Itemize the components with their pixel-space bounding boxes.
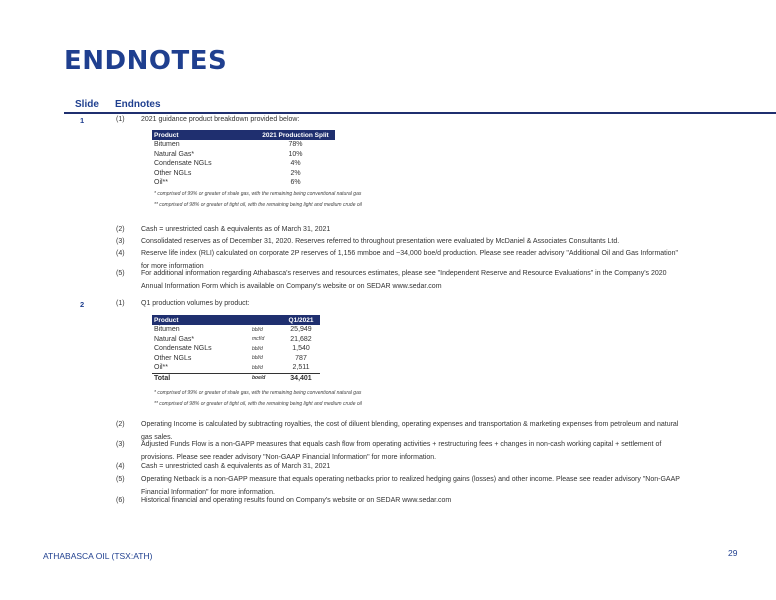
table-cell: Natural Gas*: [154, 150, 195, 158]
note-text: Operating Income is calculated by subtracting royalties, the cost of diluent blending, operating expenses and transportation & marketing expenses from petroleum and natural gas sales.: [141, 421, 679, 441]
note-text: Consolidated reserves as of December 31, 2020. Reserves referred to throughout presentation were evaluated by McDaniel & Associates Consultants Ltd.: [141, 238, 620, 245]
note-number: (6): [116, 497, 125, 504]
note-number: (4): [116, 250, 125, 257]
note-number: (5): [116, 270, 125, 277]
note-number: (4): [116, 463, 125, 470]
table-cell: 78%: [288, 141, 303, 149]
table-row: [152, 150, 335, 160]
table-cell: 1,540: [292, 345, 310, 353]
note-text: Operating Netback is a non-GAPP measure that equals operating netbacks prior to realized hedging gains (losses) and other income. Please see reader advisory "Non-GAAP Financial Information" for more information.: [141, 476, 680, 496]
note-text: Reserve life index (RLI) calculated on corporate 2P reserves of 1,156 mmboe and ~34,000 boe/d production. Please see reader advisory "Additional Oil and Gas Information" for more information: [141, 250, 678, 270]
unit-cell: boe/d: [250, 373, 282, 383]
unit-cell: mcf/d: [252, 336, 265, 343]
note-number: (2): [116, 421, 125, 428]
note-text: Q1 production volumes by product:: [141, 300, 250, 307]
endnotes-header: [64, 99, 776, 112]
table-cell: 34,401: [282, 373, 320, 383]
table-footnote: * comprised of 99% or greater of shale gas, with the remaining being conventional natural gas: [154, 191, 362, 197]
table-cell: Oil**: [154, 179, 169, 187]
note-text: Adjusted Funds Flow is a non-GAPP measures that equals cash flow from operating activities + restructuring fees + changes in non-cash working capital + settlement of provisions. Please see reader advisory "Non-GAAP Financial Information" for more information.: [141, 441, 662, 461]
note-number: (1): [116, 116, 125, 123]
table-row: [152, 335, 320, 345]
slide-number: 2: [80, 300, 85, 309]
table-row: [152, 363, 320, 373]
table-cell: 2,511: [292, 364, 310, 372]
table-header-row: [152, 130, 335, 140]
table-row: [152, 344, 320, 354]
table-cell: Condensate NGLs: [154, 160, 212, 168]
table-cell: Other NGLs: [154, 169, 192, 177]
table-cell: Condensate NGLs: [154, 345, 212, 353]
unit-cell: bbl/d: [252, 355, 263, 362]
note-number: (1): [116, 300, 125, 307]
page-number: 29: [728, 548, 738, 558]
page-title: ENDNOTES: [64, 46, 228, 76]
note-text: Cash = unrestricted cash & equivalents as of March 31, 2021: [141, 226, 331, 233]
note-text: 2021 guidance product breakdown provided below:: [141, 116, 300, 123]
table-cell: 787: [295, 354, 307, 362]
table-header: Product: [152, 315, 250, 325]
note-number: (3): [116, 238, 125, 245]
unit-cell: bbl/d: [252, 364, 263, 371]
note-number: (5): [116, 476, 125, 483]
table-cell: Bitumen: [154, 141, 180, 149]
slide-column-header: Slide: [75, 99, 99, 110]
note-text: Historical financial and operating results found on Company's website or on SEDAR www.sedar.com: [141, 497, 452, 504]
table-header-row: [152, 315, 320, 325]
unit-cell: bbl/d: [252, 326, 263, 333]
footer-company: ATHABASCA OIL (TSX:ATH): [43, 551, 153, 561]
table-row: [152, 159, 335, 169]
table-cell: 21,682: [290, 335, 312, 343]
table-cell: Total: [152, 373, 250, 383]
table-footnote: * comprised of 99% or greater of shale gas, with the remaining being conventional natural gas: [154, 390, 362, 396]
table-cell: 4%: [290, 160, 301, 168]
unit-cell: bbl/d: [252, 345, 263, 352]
q1-production-table: [152, 315, 320, 383]
table-cell: 6%: [290, 179, 301, 187]
table-row: [152, 140, 335, 150]
production-split-table: [152, 130, 335, 188]
note-number: (2): [116, 226, 125, 233]
table-row: [152, 354, 320, 364]
note-text: For additional information regarding Athabasca's reserves and resources estimates, please see "Independent Reserve and Resource Evaluations" in the Company's 2020 Annual Information Form which is available on Company's website or on SEDAR www.sedar.com: [141, 270, 667, 290]
slide-number: 1: [80, 116, 85, 125]
table-cell: Other NGLs: [154, 354, 192, 362]
table-footnote: ** comprised of 98% or greater of tight oil, with the remaining being light and medium crude oil: [154, 401, 362, 407]
table-header: 2021 Production Split: [256, 130, 335, 140]
note-number: (3): [116, 441, 125, 448]
endnotes-column-header: Endnotes: [115, 99, 161, 110]
table-row: [152, 178, 335, 188]
table-header: [250, 315, 282, 325]
table-cell: 2%: [290, 169, 301, 177]
table-total-row: [152, 373, 320, 383]
table-cell: Bitumen: [154, 326, 180, 334]
note-text: Cash = unrestricted cash & equivalents as of March 31, 2021: [141, 463, 331, 470]
table-header: Q1/2021: [282, 315, 320, 325]
table-cell: 25,949: [290, 326, 312, 334]
table-cell: Oil**: [154, 364, 169, 372]
table-footnote: ** comprised of 98% or greater of tight oil, with the remaining being light and medium crude oil: [154, 202, 362, 208]
table-cell: 10%: [288, 150, 303, 158]
table-row: [152, 169, 335, 179]
table-cell: Natural Gas*: [154, 335, 195, 343]
table-row: [152, 325, 320, 335]
table-header: Product: [152, 130, 256, 140]
